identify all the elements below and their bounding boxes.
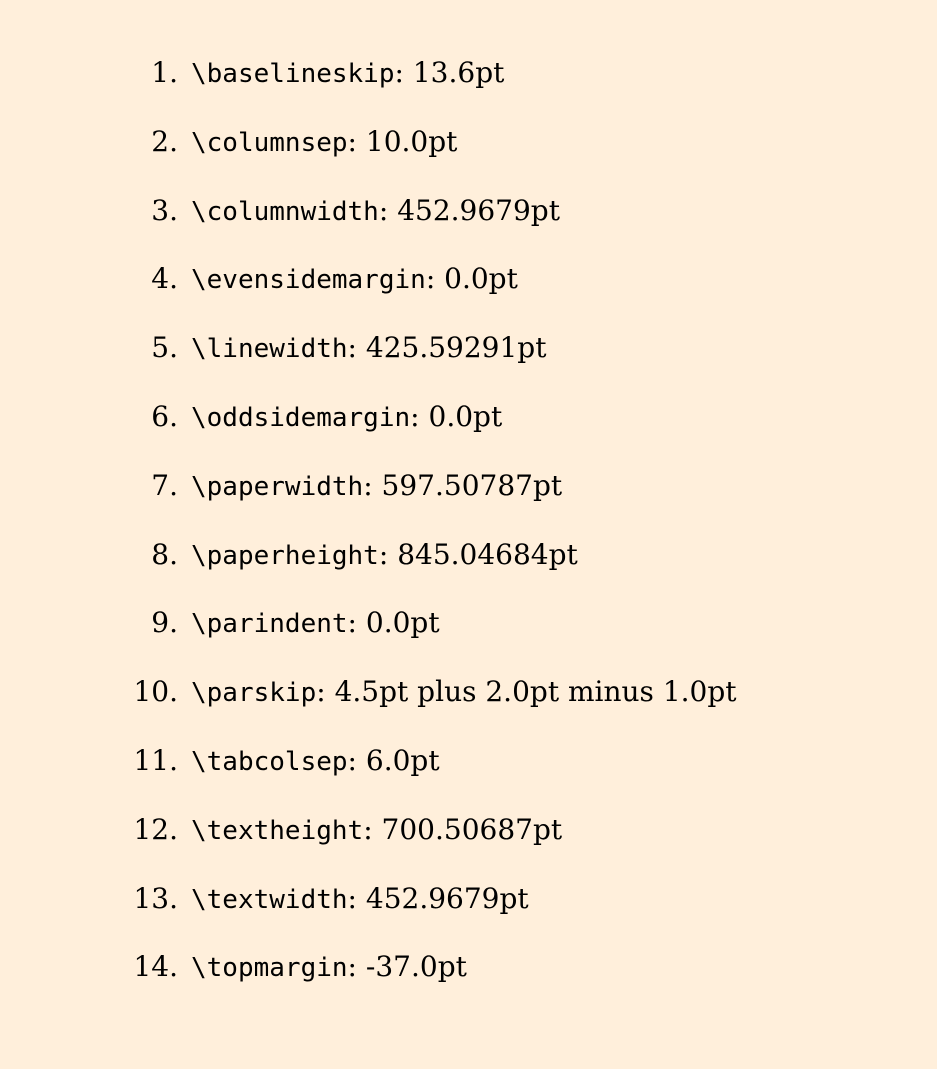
item-number: 13. [133,881,178,915]
separator: : [316,675,335,709]
separator: : [410,399,429,433]
command-value: 0.0pt [428,399,503,433]
item-entry [191,741,440,782]
item-number: 1. [151,56,178,89]
command-value: 597.50787pt [381,468,563,502]
command-value: 425.59291pt [365,331,547,365]
command-value: 0.0pt [365,606,440,640]
separator: : [347,124,366,158]
command-value: 10.0pt [365,124,458,158]
item-entry [191,947,467,988]
list-item [0,810,937,879]
command-name: \linewidth [191,334,348,365]
list-item [0,191,937,260]
item-entry [191,535,578,576]
item-entry [191,191,560,232]
item-number: 12. [133,812,178,846]
command-value: 6.0pt [365,743,440,777]
list-item [0,328,937,397]
separator: : [347,606,366,640]
command-name: \paperheight [191,540,379,571]
command-name: \textwidth [191,884,348,915]
command-value: 452.9679pt [365,881,529,915]
command-name: \topmargin [191,953,348,984]
item-number: 2. [151,124,178,158]
separator: : [347,950,366,984]
list-item [0,879,937,948]
list-item [0,53,937,122]
item-number: 10. [133,675,178,709]
list-item [0,603,937,672]
list-item [0,672,937,741]
command-value: 4.5pt plus 2.0pt minus 1.0pt [334,675,737,709]
item-number: 6. [151,399,178,433]
separator: : [425,262,445,296]
item-entry [191,879,529,920]
command-value: 845.04684pt [397,537,578,571]
separator: : [363,812,382,846]
item-entry [191,810,562,851]
command-value: 0.0pt [444,262,518,296]
separator: : [347,881,366,915]
command-name: \parskip [191,678,317,709]
separator: : [378,193,398,227]
item-entry [191,397,502,438]
list-item [0,535,937,604]
item-number: 7. [151,468,178,502]
item-number: 14. [133,950,178,984]
list-item [0,741,937,810]
command-name: \columnwidth [191,196,379,227]
separator: : [394,56,413,89]
separator: : [378,537,398,571]
item-entry [191,53,504,94]
command-name: \parindent [191,609,348,640]
item-number: 5. [151,331,178,365]
command-name: \oddsidemargin [191,402,411,433]
item-number: 3. [151,193,178,227]
item-entry [191,328,546,369]
item-number: 8. [151,537,178,571]
list-item [0,122,937,191]
command-value: 452.9679pt [397,193,560,227]
list-item [0,466,937,535]
list-item [0,259,937,328]
layout-parameters-list [0,53,937,1016]
command-name: \evensidemargin [191,265,426,296]
command-name: \paperwidth [191,471,364,502]
item-entry [191,122,457,163]
separator: : [347,331,366,365]
item-entry [191,466,562,507]
list-item [0,397,937,466]
item-entry [191,672,737,713]
item-number: 11. [133,743,178,777]
command-value: 13.6pt [412,56,505,89]
item-entry [191,603,440,644]
list-item [0,947,937,1016]
command-name: \textheight [191,815,364,846]
item-number: 4. [151,262,178,296]
separator: : [363,468,382,502]
command-name: \tabcolsep [191,746,348,777]
separator: : [347,743,366,777]
command-value: -37.0pt [365,950,467,984]
item-entry [191,259,518,300]
command-value: 700.50687pt [381,812,563,846]
command-name: \baselineskip [191,59,395,89]
command-name: \columnsep [191,127,348,158]
item-number: 9. [151,606,178,640]
